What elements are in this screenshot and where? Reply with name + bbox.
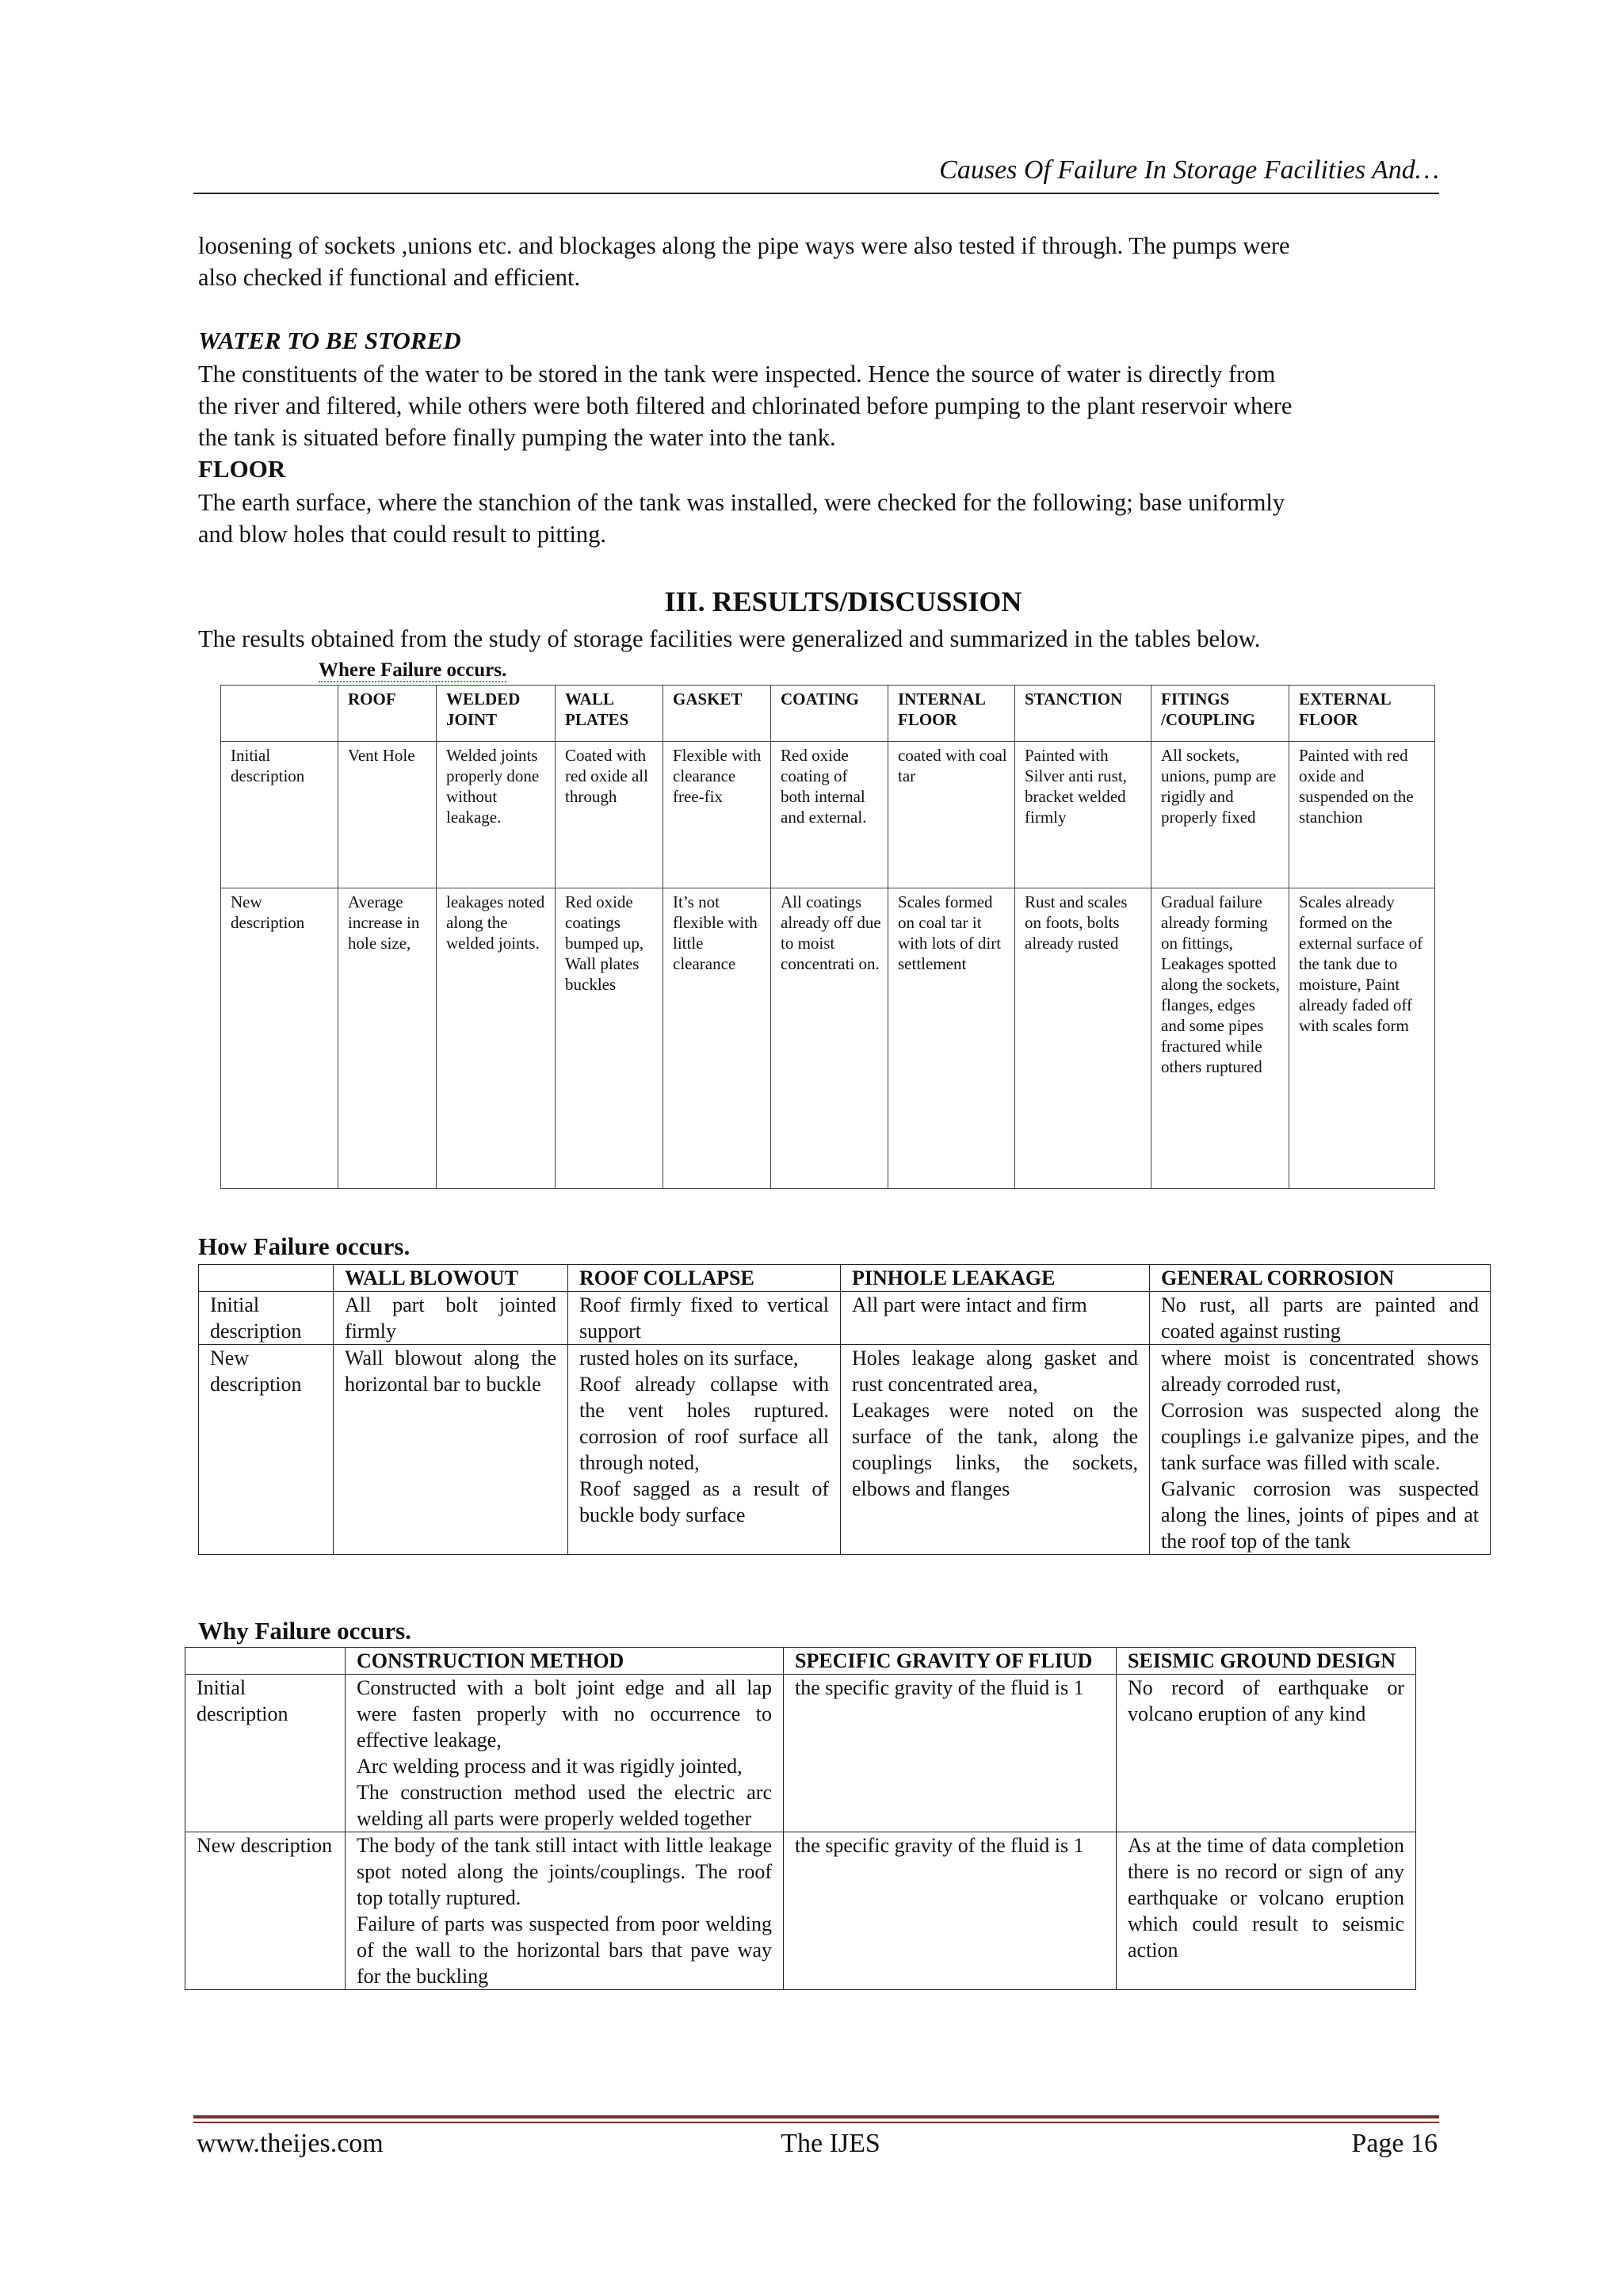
table-cell bbox=[1150, 1345, 1491, 1555]
table-header-row bbox=[185, 1648, 1416, 1675]
cell-line: Arc welding process and it was rigidly jointed, bbox=[357, 1755, 743, 1778]
floor-heading: FLOOR bbox=[198, 455, 286, 483]
footer-website-link[interactable]: www.theijes.com bbox=[197, 2129, 384, 2158]
table-cell: Painted with red oxide and suspended on the stanchion bbox=[1289, 742, 1435, 888]
cell-line: As at the time of data completion there is no record or sign of any earthquake or volcano eruption which could result to seismic action bbox=[1128, 1834, 1404, 1962]
footer-page-number: Page 16 bbox=[1351, 2129, 1438, 2158]
paragraph-line: The constituents of the water to be stored in the tank were inspected. Hence the source of water is directly from bbox=[198, 361, 1276, 388]
table-cell bbox=[841, 1292, 1150, 1345]
cell-line: Wall blowout along the horizontal bar to buckle bbox=[345, 1347, 556, 1396]
row-label: New description bbox=[185, 1832, 346, 1990]
table-cell bbox=[784, 1675, 1117, 1832]
table-why-title: Why Failure occurs. bbox=[198, 1617, 411, 1645]
table-cell: Gradual failure already forming on fittings, Leakages spotted along the sockets, flanges, edges and some pipes fractured while others ruptured bbox=[1151, 888, 1289, 1189]
table-cell: Welded joints properly done without leakage. bbox=[437, 742, 556, 888]
table-where-failure bbox=[220, 685, 1435, 1189]
table-header-row bbox=[221, 686, 1435, 742]
header-cell: COATING bbox=[771, 686, 888, 742]
table-cell: Vent Hole bbox=[338, 742, 437, 888]
header-cell bbox=[199, 1265, 334, 1292]
footer-rule bbox=[193, 2115, 1439, 2118]
table-cell bbox=[784, 1832, 1117, 1990]
cell-line: rusted holes on its surface, bbox=[579, 1347, 799, 1370]
running-header: Causes Of Failure In Storage Facilities And… bbox=[939, 155, 1439, 185]
row-label: Initial description bbox=[185, 1675, 346, 1832]
table-how-title: How Failure occurs. bbox=[198, 1232, 411, 1260]
row-label: New description bbox=[221, 888, 338, 1189]
table-cell: All coatings already off due to moist concentrati on. bbox=[771, 888, 888, 1189]
header-cell: WALL PLATES bbox=[556, 686, 663, 742]
cell-line: where moist is concentrated shows already corroded rust, bbox=[1161, 1347, 1479, 1396]
cell-line: Roof already collapse with the vent holes ruptured. corrosion of roof surface all through noted, bbox=[579, 1373, 829, 1474]
footer-journal: The IJES bbox=[781, 2129, 880, 2158]
footer-rule bbox=[193, 2122, 1439, 2123]
results-intro bbox=[198, 623, 1436, 655]
header-cell: EXTERNAL FLOOR bbox=[1289, 686, 1435, 742]
floor-paragraph bbox=[198, 487, 1436, 550]
table-cell: Scales already formed on the external surface of the tank due to moisture, Paint already faded off with scales form bbox=[1289, 888, 1435, 1189]
cell-line: Constructed with a bolt joint edge and all lap were fasten properly with no occurrence to effective leakage, bbox=[357, 1676, 772, 1752]
section-heading: III. RESULTS/DISCUSSION bbox=[664, 586, 1022, 617]
table-cell: All sockets, unions, pump are rigidly and properly fixed bbox=[1151, 742, 1289, 888]
cell-line: The body of the tank still intact with little leakage spot noted along the joints/couplings. The roof top totally ruptured. bbox=[357, 1834, 772, 1909]
header-cell: GENERAL CORROSION bbox=[1150, 1265, 1491, 1292]
table-cell bbox=[1117, 1832, 1416, 1990]
paragraph-line: the tank is situated before finally pumping the water into the tank. bbox=[198, 424, 836, 451]
table-row bbox=[185, 1832, 1416, 1990]
header-cell: PINHOLE LEAKAGE bbox=[841, 1265, 1150, 1292]
header-cell: INTERNAL FLOOR bbox=[888, 686, 1015, 742]
row-label: Initial description bbox=[221, 742, 338, 888]
cell-line: Roof firmly fixed to vertical support bbox=[579, 1293, 829, 1343]
cell-line: Roof sagged as a result of buckle body surface bbox=[579, 1477, 829, 1526]
table-header-row bbox=[199, 1265, 1491, 1292]
table-cell bbox=[346, 1675, 784, 1832]
table-cell: Average increase in hole size, bbox=[338, 888, 437, 1189]
table-row bbox=[199, 1292, 1491, 1345]
table-cell bbox=[841, 1345, 1150, 1555]
table-cell: Coated with red oxide all through bbox=[556, 742, 663, 888]
table-row bbox=[185, 1675, 1416, 1832]
paragraph-line: the river and filtered, while others were both filtered and chlorinated before pumping to the plant reservoir where bbox=[198, 392, 1293, 419]
table-where-title bbox=[319, 659, 506, 682]
cell-line: Leakages were noted on the surface of the tank, along the couplings links, the sockets, elbows and flanges bbox=[852, 1399, 1138, 1500]
table-how-failure bbox=[198, 1264, 1491, 1555]
table-cell: Flexible with clearance free-fix bbox=[663, 742, 771, 888]
header-cell: SEISMIC GROUND DESIGN bbox=[1117, 1648, 1416, 1675]
header-rule bbox=[193, 193, 1439, 194]
paragraph-line: and blow holes that could result to pitting. bbox=[198, 521, 607, 548]
header-cell: STANCTION bbox=[1015, 686, 1151, 742]
cell-line: Holes leakage along gasket and rust concentrated area, bbox=[852, 1347, 1138, 1396]
table-title-text: Where Failure occurs. bbox=[319, 659, 507, 681]
water-paragraph bbox=[198, 358, 1436, 453]
paragraph-line: loosening of sockets ,unions etc. and blockages along the pipe ways were also tested if through. The pumps were bbox=[198, 232, 1290, 259]
table-cell bbox=[346, 1832, 784, 1990]
table-cell: Red oxide coatings bumped up, Wall plates buckles bbox=[556, 888, 663, 1189]
table-cell bbox=[334, 1292, 568, 1345]
cell-line: All part were intact and firm bbox=[852, 1293, 1087, 1316]
cell-line: Failure of parts was suspected from poor welding of the wall to the horizontal bars that pave way for the buckling bbox=[357, 1912, 772, 1988]
table-row bbox=[199, 1345, 1491, 1555]
table-cell bbox=[568, 1345, 841, 1555]
table-cell: Red oxide coating of both internal and external. bbox=[771, 742, 888, 888]
table-cell: Scales formed on coal tar it with lots of dirt settlement bbox=[888, 888, 1015, 1189]
row-label: New description bbox=[199, 1345, 334, 1555]
cell-line: Galvanic corrosion was suspected along the lines, joints of pipes and at the roof top of the tank bbox=[1161, 1477, 1479, 1553]
table-why-failure bbox=[185, 1647, 1416, 1990]
header-cell: WALL BLOWOUT bbox=[334, 1265, 568, 1292]
paragraph-line: The results obtained from the study of storage facilities were generalized and summarized in the tables below. bbox=[198, 625, 1261, 652]
table-cell bbox=[1150, 1292, 1491, 1345]
intro-paragraph bbox=[198, 230, 1436, 293]
table-row bbox=[221, 888, 1435, 1189]
cell-line: No rust, all parts are painted and coated against rusting bbox=[1161, 1293, 1479, 1343]
table-cell: leakages noted along the welded joints. bbox=[437, 888, 556, 1189]
paragraph-line: also checked if functional and efficient. bbox=[198, 264, 581, 291]
cell-line: All part bolt jointed firmly bbox=[345, 1293, 556, 1343]
table-cell: Rust and scales on foots, bolts already rusted bbox=[1015, 888, 1151, 1189]
cell-line: Corrosion was suspected along the couplings i.e galvanize pipes, and the tank surface was filled with scale. bbox=[1161, 1399, 1479, 1474]
header-cell bbox=[185, 1648, 346, 1675]
table-cell: Painted with Silver anti rust, bracket welded firmly bbox=[1015, 742, 1151, 888]
water-heading: WATER TO BE STORED bbox=[198, 327, 461, 354]
cell-line: the specific gravity of the fluid is 1 bbox=[795, 1676, 1084, 1699]
table-row bbox=[221, 742, 1435, 888]
cell-line: The construction method used the electric arc welding all parts were properly welded together bbox=[357, 1781, 772, 1830]
header-cell bbox=[221, 686, 338, 742]
table-cell bbox=[334, 1345, 568, 1555]
table-cell: It’s not flexible with little clearance bbox=[663, 888, 771, 1189]
header-cell: CONSTRUCTION METHOD bbox=[346, 1648, 784, 1675]
header-cell: SPECIFIC GRAVITY OF FLIUD bbox=[784, 1648, 1117, 1675]
cell-line: the specific gravity of the fluid is 1 bbox=[795, 1834, 1084, 1857]
row-label: Initial description bbox=[199, 1292, 334, 1345]
table-cell bbox=[568, 1292, 841, 1345]
table-cell bbox=[1117, 1675, 1416, 1832]
header-cell: FITINGS /COUPLING bbox=[1151, 686, 1289, 742]
cell-line: No record of earthquake or volcano eruption of any kind bbox=[1128, 1676, 1404, 1725]
header-cell: GASKET bbox=[663, 686, 771, 742]
header-cell: ROOF bbox=[338, 686, 437, 742]
header-cell: ROOF COLLAPSE bbox=[568, 1265, 841, 1292]
table-cell: coated with coal tar bbox=[888, 742, 1015, 888]
header-cell: WELDED JOINT bbox=[437, 686, 556, 742]
paragraph-line: The earth surface, where the stanchion of the tank was installed, were checked for the following; base uniformly bbox=[198, 489, 1285, 516]
